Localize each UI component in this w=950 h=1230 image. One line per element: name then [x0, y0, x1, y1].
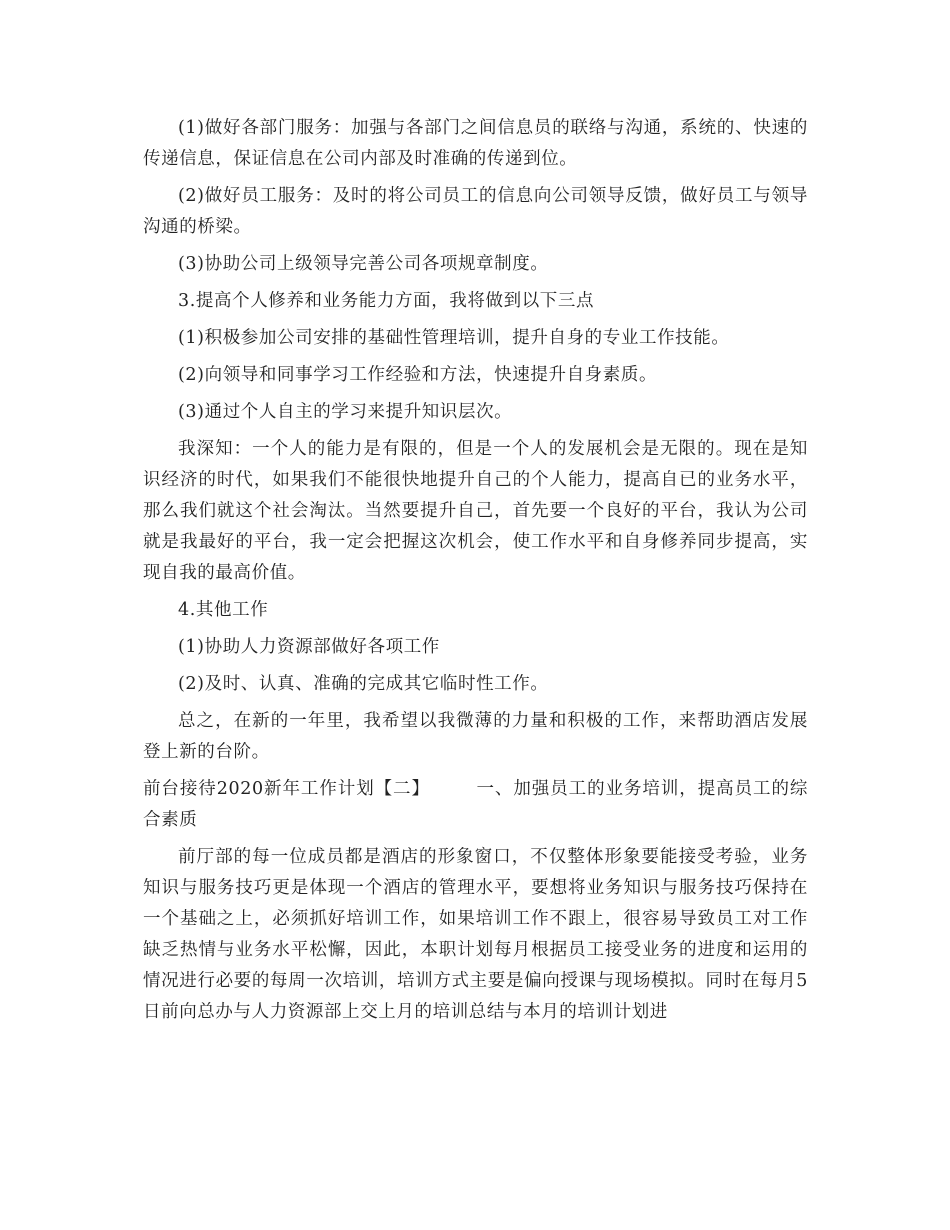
paragraph: (2)向领导和同事学习工作经验和方法，快速提升自身素质。	[178, 365, 658, 385]
paragraph: 我深知：一个人的能力是有限的，但是一个人的发展机会是无限的。现在是知识经济的时代，如果我们不能很快地提升自己的个人能力，提高自已的业务水平，那么我们就这个社会淘汰。当然要提升自己，首先要一个良好的平台，我认为公司就是我最好的平台，我一定会把握这次机会，使工作水平和自身修养同步提高，实现自我的最高价值。	[143, 439, 808, 583]
section-heading: 前台接待2020新年工作计划【二】 一、加强员工的业务培训，提高员工的综合素质	[143, 779, 808, 830]
paragraph: (3)通过个人自主的学习来提升知识层次。	[178, 402, 513, 422]
paragraph: 3.提高个人修养和业务能力方面，我将做到以下三点	[178, 291, 595, 311]
paragraph: (1)做好各部门服务：加强与各部门之间信息员的联络与沟通，系统的、快速的传递信息，保证信息在公司内部及时准确的传递到位。	[143, 118, 808, 169]
paragraph: (1)积极参加公司安排的基础性管理培训，提升自身的专业工作技能。	[178, 328, 730, 348]
document-body	[143, 113, 808, 1034]
paragraph: (1)协助人力资源部做好各项工作	[178, 637, 440, 657]
paragraph: 4.其他工作	[178, 600, 269, 620]
paragraph: 总之，在新的一年里，我希望以我微薄的力量和积极的工作，来帮助酒店发展登上新的台阶。	[143, 711, 808, 762]
paragraph: (3)协助公司上级领导完善公司各项规章制度。	[178, 254, 549, 274]
paragraph: (2)做好员工服务：及时的将公司员工的信息向公司领导反馈，做好员工与领导沟通的桥梁。	[143, 186, 808, 237]
paragraph: (2)及时、认真、准确的完成其它临时性工作。	[178, 674, 549, 694]
paragraph: 前厅部的每一位成员都是酒店的形象窗口，不仅整体形象要能接受考验，业务知识与服务技巧更是体现一个酒店的管理水平，要想将业务知识与服务技巧保持在一个基础之上，必须抓好培训工作，如果培训工作不跟上，很容易导致员工对工作缺乏热情与业务水平松懈，因此，本职计划每月根据员工接受业务的进度和运用的情况进行必要的每周一次培训，培训方式主要是偏向授课与现场模拟。同时在每月5日前向总办与人力资源部上交上月的培训总结与本月的培训计划进	[143, 847, 808, 1022]
